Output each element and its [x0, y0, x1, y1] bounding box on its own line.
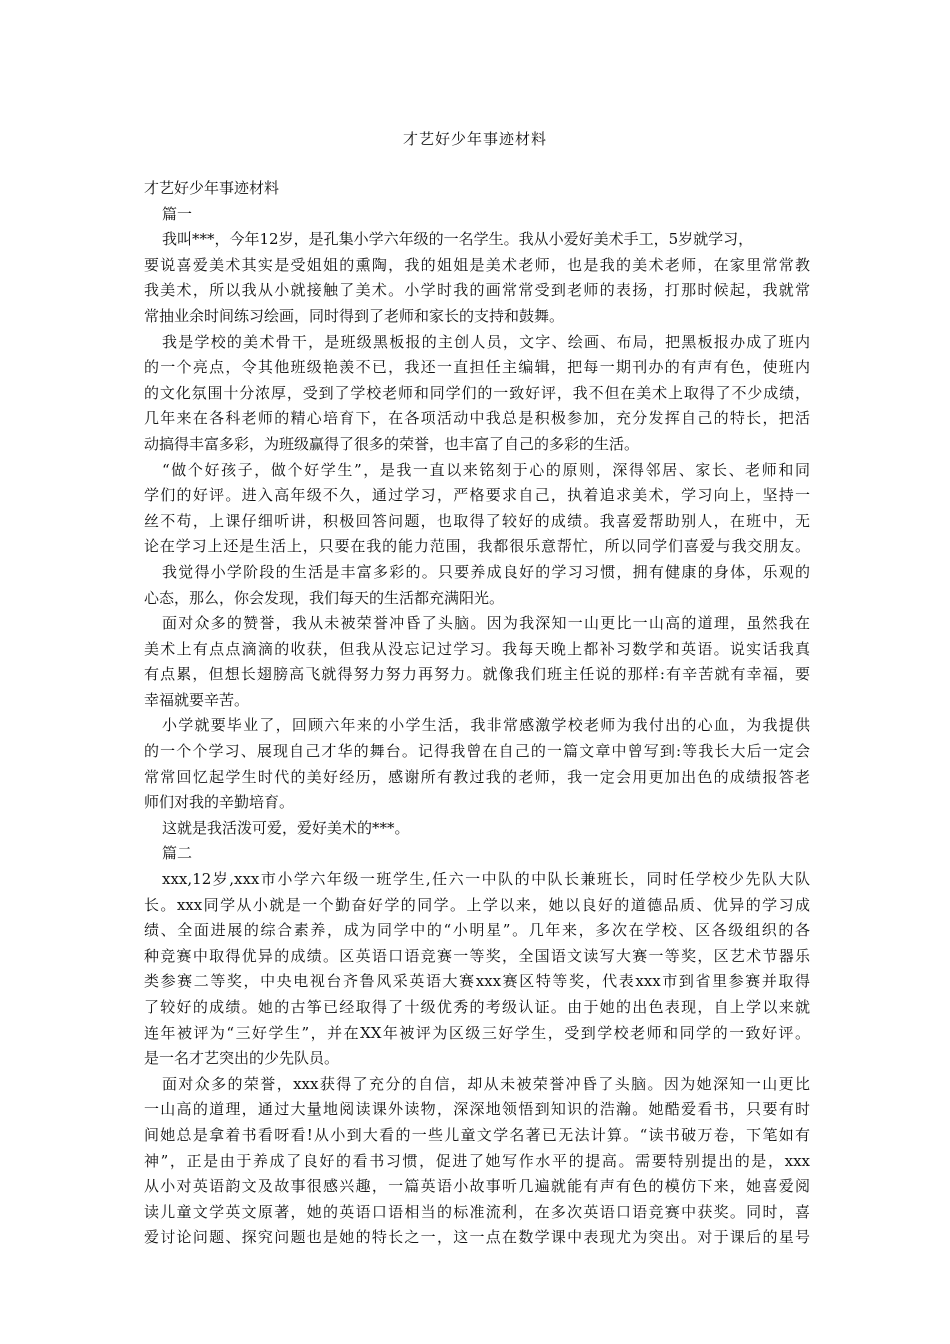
text-line: 论在学习上还是生活上，只要在我的能力范围，我都很乐意帮忙，所以同学们喜爱与我交朋友。 [144, 537, 810, 556]
text-line: 我是学校的美术骨干，是班级黑板报的主创人员，文字、绘画、布局，把黑板报办成了班内 [162, 332, 810, 351]
text-line: 师们对我的辛勤培育。 [144, 793, 295, 812]
text-line: 从小对英语韵文及故事很感兴趣，一篇英语小故事听几遍就能有声有色的模仿下来，她喜爱阅 [144, 1177, 810, 1196]
document-title: 才艺好少年事迹材料 [402, 130, 547, 148]
text-line: 神”，正是由于养成了良好的看书习惯，促进了她写作水平的提高。需要特别提出的是，xxx [144, 1151, 810, 1170]
text-line: 长。xxx同学从小就是一个勤奋好学的同学。上学以来，她以良好的道德品质、优异的学习成 [144, 895, 810, 914]
text-line: “做个好孩子，做个好学生”，是我一直以来铭刻于心的原则，深得邻居、家长、老师和同 [162, 460, 810, 479]
text-line: 美术上有点点滴滴的收获，但我从没忘记过学习。我每天晚上都补习数学和英语。说实话我真 [144, 639, 810, 658]
text-line: 常抽业余时间练习绘画，同时得到了老师和家长的支持和鼓舞。 [144, 306, 565, 325]
text-line: 是一名才艺突出的少先队员。 [144, 1049, 340, 1068]
text-line: 绩、全面进展的综合素养，成为同学中的“小明星”。几年来，多次在学校、区各级组织的各 [144, 921, 810, 940]
text-line: 种竞赛中取得优异的成绩。区英语口语竞赛一等奖，全国语文读写大赛一等奖，区艺术节器乐 [144, 946, 810, 965]
text-line: 学们的好评。进入高年级不久，通过学习，严格要求自己，执着追求美术，学习向上，坚持一 [144, 486, 810, 505]
text-line: 篇一 [162, 204, 193, 223]
text-line: 的文化氛围十分浓厚，受到了学校老师和同学们的一致好评，我不但在美术上取得了不少成绩， [144, 383, 810, 402]
text-line: 类参赛二等奖，中央电视台齐鲁风采英语大赛xxx赛区特等奖，代表xxx市到省里参赛并取得 [144, 972, 810, 991]
text-line: 我美术，所以我从小就接触了美术。小学时我的画常常受到老师的表扬，打那时候起，我就常 [144, 281, 810, 300]
text-line: 丝不苟，上课仔细听讲，积极回答问题，也取得了较好的成绩。我喜爱帮助别人，在班中，无 [144, 511, 810, 530]
text-line: 篇二 [162, 844, 193, 863]
text-line: 我觉得小学阶段的生活是丰富多彩的。只要养成良好的学习习惯，拥有健康的身体，乐观的 [162, 562, 810, 581]
text-line: 面对众多的赞誉，我从未被荣誉冲昏了头脑。因为我深知一山更比一山高的道理，虽然我在 [162, 614, 810, 633]
text-line: 几年来在各科老师的精心培育下，在各项活动中我总是积极参加，充分发挥自己的特长，把活 [144, 409, 810, 428]
text-line: 连年被评为“三好学生”，并在XX年被评为区级三好学生，受到学校老师和同学的一致好评。 [144, 1023, 810, 1042]
text-line: 有点累，但想长翅膀高飞就得努力努力再努力。就像我们班主任说的那样:有辛苦就有幸福，要 [144, 665, 810, 684]
text-line: 要说喜爱美术其实是受姐姐的熏陶，我的姐姐是美术老师，也是我的美术老师，在家里常常教 [144, 255, 810, 274]
text-line: 的一个亮点，令其他班级艳羡不已，我还一直担任主编辑，把每一期刊办的有声有色，使班内 [144, 358, 810, 377]
text-line: 我叫***，今年12岁，是孔集小学六年级的一名学生。我从小爱好美术手工，5岁就学习， [162, 230, 754, 249]
document-body [144, 176, 810, 1251]
text-line: 了较好的成绩。她的古筝已经取得了十级优秀的考级认证。由于她的出色表现，自上学以来就 [144, 998, 810, 1016]
text-line: 才艺好少年事迹材料 [144, 179, 280, 197]
text-line: xxx,12岁,xxx市小学六年级一班学生,任六一中队的中队长兼班长，同时任学校少先队大队 [162, 870, 810, 889]
text-line: 读儿童文学英文原著，她的英语口语相当的标准流利，在多次英语口语竞赛中获奖。同时，喜 [144, 1202, 810, 1221]
text-line: 常常回忆起学生时代的美好经历，感谢所有教过我的老师，我一定会用更加出色的成绩报答老 [144, 767, 810, 786]
text-line: 小学就要毕业了，回顾六年来的小学生活，我非常感激学校老师为我付出的心血，为我提供 [162, 716, 810, 735]
text-line: 间她总是拿着书看呀看!从小到大看的一些儿童文学名著已无法计算。“读书破万卷，下笔如有 [144, 1125, 810, 1144]
text-line: 面对众多的荣誉，xxx获得了充分的自信，却从未被荣誉冲昏了头脑。因为她深知一山更比 [162, 1074, 810, 1093]
text-line: 心态，那么，你会发现，我们每天的生活都充满阳光。 [144, 588, 505, 607]
text-line: 的一个个学习、展现自己才华的舞台。记得我曾在自己的一篇文章中曾写到:等我长大后一定会 [144, 742, 810, 761]
text-line: 动搞得丰富多彩，为班级赢得了很多的荣誉，也丰富了自己的多彩的生活。 [144, 434, 640, 453]
text-line: 爱讨论问题、探究问题也是她的特长之一，这一点在数学课中表现尤为突出。对于课后的星号 [144, 1228, 810, 1247]
text-line: 一山高的道理，通过大量地阅读课外读物，深深地领悟到知识的浩瀚。她酷爱看书，只要有时 [144, 1100, 810, 1119]
text-line: 幸福就要辛苦。 [144, 690, 250, 709]
text-line: 这就是我活泼可爱，爱好美术的***。 [162, 818, 410, 837]
